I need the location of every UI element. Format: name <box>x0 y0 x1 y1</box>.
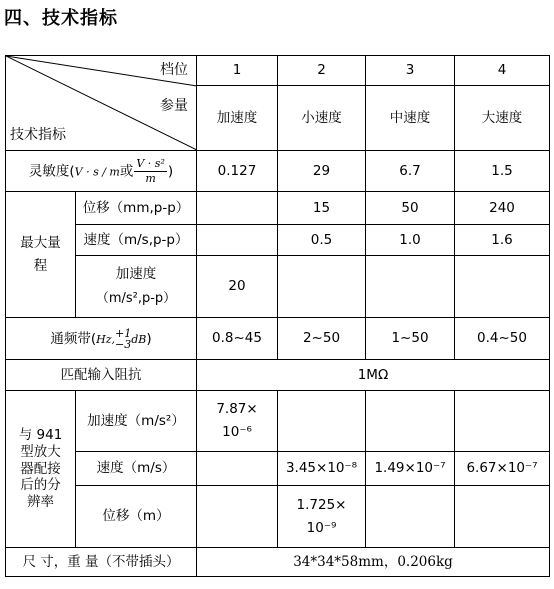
max-range-vel-value-1 <box>197 225 278 256</box>
max-range-accel-value-2 <box>278 256 366 318</box>
sensitivity-fraction: $\frac{\text{V · s²}}{m}$ <box>136 156 165 185</box>
section-heading: 四、技术指标 <box>4 8 118 29</box>
impedance-value: 1MΩ <box>197 360 550 391</box>
sensitivity-value-2: 29 <box>278 151 366 192</box>
max-range-vel-label: 速度（m/s,p-p） <box>76 225 197 256</box>
gear-2: 2 <box>278 56 366 86</box>
diagonal-header-cell <box>6 56 197 151</box>
param-header-label: 参量 <box>160 98 188 114</box>
param-small-velocity: 小速度 <box>278 86 366 151</box>
param-accel: 加速度 <box>197 86 278 151</box>
resolution-accel-label: 加速度（m/s²） <box>76 391 197 452</box>
resolution-vel-value-2: 3.45×10⁻⁸ <box>278 452 366 486</box>
sensitivity-value-4: 1.5 <box>455 151 550 192</box>
resolution-vel-label: 速度（m/s） <box>76 452 197 486</box>
max-range-disp-value-4: 240 <box>455 192 550 225</box>
sensitivity-row <box>6 151 550 192</box>
resolution-accel-row <box>6 391 550 452</box>
resolution-vel-value-1 <box>197 452 278 486</box>
passband-tolerance: +1 −3 <box>115 326 132 351</box>
max-range-disp-label: 位移（mm,p-p） <box>76 192 197 225</box>
resolution-group-label: 与 941 型放大 器配接 后的分 辨率 <box>6 391 76 548</box>
sensitivity-value-1: 0.127 <box>197 151 278 192</box>
param-medium-velocity: 中速度 <box>366 86 455 151</box>
sensitivity-label: 灵敏度(V · s / m或 $\frac{\text{V · s²}}{m}$ ) <box>6 151 197 192</box>
size-label: 尺 寸，重 量（不带插头） <box>6 548 197 577</box>
resolution-disp-value-1 <box>197 486 278 548</box>
resolution-accel-value-3 <box>366 391 455 452</box>
gear-4: 4 <box>455 56 550 86</box>
gear-3: 3 <box>366 56 455 86</box>
max-range-vel-row <box>6 225 550 256</box>
max-range-accel-value-3 <box>366 256 455 318</box>
impedance-label: 匹配输入阻抗 <box>6 360 197 391</box>
max-range-accel-value-1: 20 <box>197 256 278 318</box>
passband-value-4: 0.4~50 <box>455 318 550 360</box>
max-range-accel-label: 加速度 （m/s²,p-p） <box>76 256 197 318</box>
size-row <box>6 548 550 577</box>
resolution-accel-value-4 <box>455 391 550 452</box>
resolution-vel-value-4: 6.67×10⁻⁷ <box>455 452 550 486</box>
resolution-accel-value-2 <box>278 391 366 452</box>
max-range-vel-value-4: 1.6 <box>455 225 550 256</box>
max-range-vel-value-3: 1.0 <box>366 225 455 256</box>
max-range-group-label: 最大量 程 <box>6 192 76 318</box>
sensitivity-value-3: 6.7 <box>366 151 455 192</box>
resolution-disp-row <box>6 486 550 548</box>
resolution-accel-value-1: 7.87× 10⁻⁶ <box>197 391 278 452</box>
gear-header-label: 档位 <box>160 62 188 78</box>
passband-value-1: 0.8~45 <box>197 318 278 360</box>
resolution-disp-value-2: 1.725× 10⁻⁹ <box>278 486 366 548</box>
max-range-disp-value-2: 15 <box>278 192 366 225</box>
passband-row <box>6 318 550 360</box>
passband-label: 通频带(Hz, +1 −3 dB) <box>6 318 197 360</box>
gear-1: 1 <box>197 56 278 86</box>
passband-value-2: 2~50 <box>278 318 366 360</box>
size-value: 34*34*58mm，0.206kg <box>197 548 550 577</box>
max-range-accel-value-4 <box>455 256 550 318</box>
param-large-velocity: 大速度 <box>455 86 550 151</box>
spec-header-label: 技术指标 <box>10 126 66 143</box>
impedance-row <box>6 360 550 391</box>
header-row-gears <box>6 56 550 86</box>
max-range-disp-value-1 <box>197 192 278 225</box>
spec-table <box>5 55 550 577</box>
resolution-vel-row <box>6 452 550 486</box>
resolution-vel-value-3: 1.49×10⁻⁷ <box>366 452 455 486</box>
resolution-disp-value-4 <box>455 486 550 548</box>
max-range-accel-row <box>6 256 550 318</box>
passband-value-3: 1~50 <box>366 318 455 360</box>
max-range-disp-row <box>6 192 550 225</box>
resolution-disp-label: 位移（m） <box>76 486 197 548</box>
max-range-disp-value-3: 50 <box>366 192 455 225</box>
max-range-vel-value-2: 0.5 <box>278 225 366 256</box>
resolution-disp-value-3 <box>366 486 455 548</box>
